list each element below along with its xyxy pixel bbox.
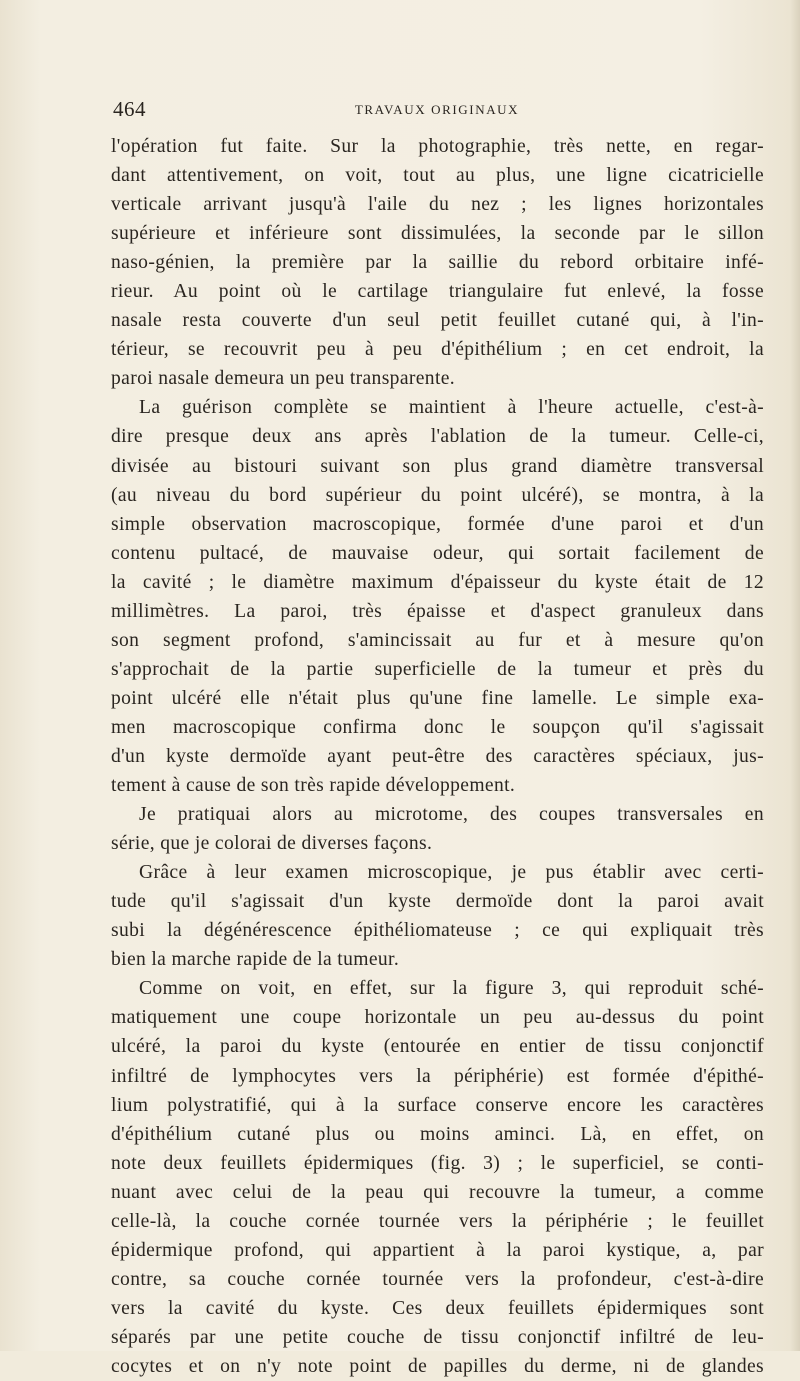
text-line: la cavité ; le diamètre maximum d'épaisseur du kyste était de 12 [111, 571, 764, 593]
text-line: paroi nasale demeura un peu transparente. [111, 368, 456, 390]
paragraph [111, 132, 764, 393]
text-line: subi la dégénérescence épithéliomateuse ; ce qui expliquait très [111, 920, 764, 942]
text-line: séparés par une petite couche de tissu conjonctif infiltré de leu- [111, 1326, 764, 1348]
paragraph [111, 974, 764, 1381]
text-line: celle-là, la couche cornée tournée vers la périphérie ; le feuillet [111, 1210, 764, 1232]
text-line: Je pratiquai alors au microtome, des coupes transversales en [139, 804, 764, 826]
text-line: rieur. Au point où le cartilage triangulaire fut enlevé, la fosse [111, 281, 764, 303]
text-line: cocytes et on n'y note point de papilles du derme, ni de glandes [111, 1355, 764, 1377]
text-line: Comme on voit, en effet, sur la figure 3, qui reproduit sché- [139, 978, 764, 1000]
text-line: nasale resta couverte d'un seul petit feuillet cutané qui, à l'in- [111, 310, 764, 332]
text-line: dant attentivement, on voit, tout au plus, une ligne cicatricielle [111, 165, 764, 187]
text-line: lium polystratifié, qui à la surface conserve encore les caractères [111, 1094, 764, 1116]
text-line: divisée au bistouri suivant son plus grand diamètre transversal [111, 455, 764, 477]
text-line: tement à cause de son très rapide développement. [111, 775, 516, 797]
text-line: Grâce à leur examen microscopique, je pus établir avec certi- [139, 862, 764, 884]
text-line: supérieure et inférieure sont dissimulées, la seconde par le sillon [111, 223, 764, 245]
text-line: note deux feuillets épidermiques (fig. 3) ; le superficiel, se conti- [111, 1152, 764, 1174]
text-line: vers la cavité du kyste. Ces deux feuillets épidermiques sont [111, 1297, 764, 1319]
page-number: 464 [113, 97, 146, 121]
text-line: l'opération fut faite. Sur la photographie, très nette, en regar- [111, 136, 764, 157]
text-line: La guérison complète se maintient à l'heure actuelle, c'est-à- [139, 397, 764, 419]
text-line: verticale arrivant jusqu'à l'aile du nez ; les lignes horizontales [111, 194, 764, 216]
text-line: tude qu'il s'agissait d'un kyste dermoïde dont la paroi avait [111, 891, 764, 913]
text-line: son segment profond, s'amincissait au fur et à mesure qu'on [111, 629, 764, 651]
text-line: contenu pultacé, de mauvaise odeur, qui sortait facilement de [111, 542, 764, 564]
text-line: point ulcéré elle n'était plus qu'une fine lamelle. Le simple exa- [111, 687, 764, 709]
running-head: TRAVAUX ORIGINAUX [354, 102, 520, 117]
text-line: millimètres. La paroi, très épaisse et d'aspect granuleux dans [111, 600, 764, 622]
text-line: (au niveau du bord supérieur du point ulcéré), se montra, à la [111, 484, 764, 506]
text-line: épidermique profond, qui appartient à la paroi kystique, a, par [111, 1239, 764, 1261]
text-line: térieur, se recouvrit peu à peu d'épithélium ; en cet endroit, la [111, 339, 764, 361]
text-line: série, que je colorai de diverses façons. [111, 833, 433, 855]
text-line: dire presque deux ans après l'ablation de la tumeur. Celle-ci, [111, 426, 764, 448]
paragraph [111, 393, 764, 800]
text-line: matiquement une coupe horizontale un peu au-dessus du point [111, 1007, 764, 1029]
text-line: ulcéré, la paroi du kyste (entourée en entier de tissu conjonctif [111, 1036, 764, 1058]
text-line: bien la marche rapide de la tumeur. [111, 949, 400, 971]
text-line: nuant avec celui de la peau qui recouvre la tumeur, a comme [111, 1181, 764, 1203]
text-line: men macroscopique confirma donc le soupçon qu'il s'agissait [111, 716, 764, 738]
body-text [111, 132, 764, 1381]
text-line: d'un kyste dermoïde ayant peut-être des caractères spéciaux, jus- [111, 745, 764, 767]
text-line: contre, sa couche cornée tournée vers la profondeur, c'est-à-dire [111, 1268, 764, 1290]
text-line: infiltré de lymphocytes vers la périphérie) est formée d'épithé- [111, 1065, 764, 1087]
page-header [113, 97, 761, 127]
text-line: naso-génien, la première par la saillie du rebord orbitaire infé- [111, 252, 764, 274]
text-line: simple observation macroscopique, formée d'une paroi et d'un [111, 513, 764, 535]
text-line: d'épithélium cutané plus ou moins aminci. Là, en effet, on [111, 1123, 764, 1145]
text-line: s'approchait de la partie superficielle de la tumeur et près du [111, 658, 764, 680]
paragraph [111, 800, 764, 858]
paragraph [111, 858, 764, 974]
